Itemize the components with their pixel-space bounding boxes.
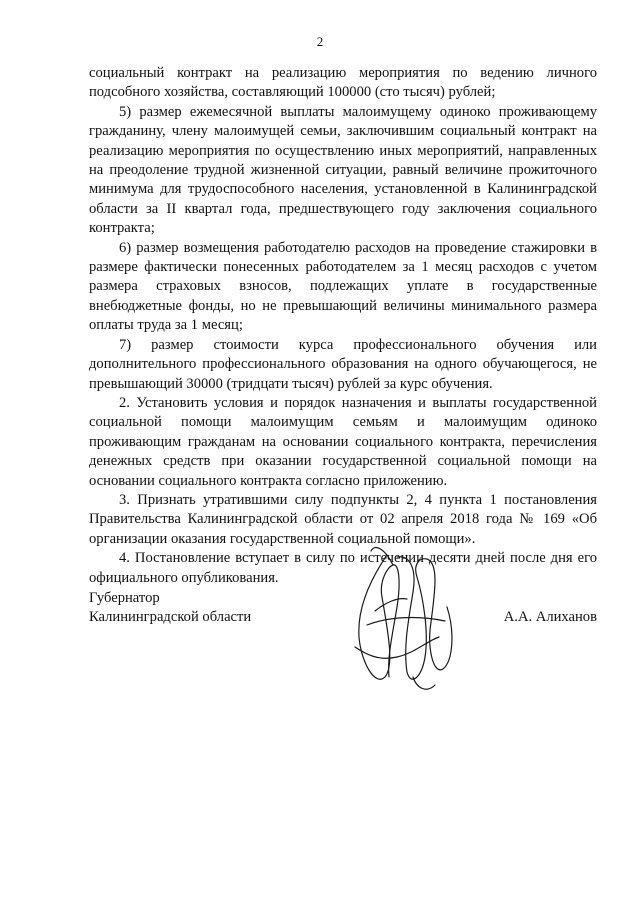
paragraph: 3. Признать утратившими силу подпункты 2, 4 пункта 1 постановления Правительства Калининградской области от 02 апреля 2018 года № 169 «Об организации оказания государственной социальной помощи».	[89, 491, 597, 547]
signer-position: Губернатор	[89, 590, 160, 606]
signer-title	[89, 589, 251, 628]
page-number: 2	[316, 34, 324, 49]
handwritten-signature-icon	[327, 537, 477, 697]
paragraph: 4. Постановление вступает в силу по истечении десяти дней после дня его официального опубликования.	[89, 550, 597, 586]
signature-block	[89, 589, 597, 709]
signer-name: А.А. Алиханов	[503, 609, 597, 625]
signer-region: Калининградской области	[89, 609, 252, 626]
paragraph: 6) размер возмещения работодателю расходов на проведение стажировки в размере фактически понесенных работодателем за 1 месяц расходов с учетом размера страховых взносов, подлежащих уплате в государственные внебюджетные фонды, но не превышающий величины минимального размера оплаты труда за 1 месяц;	[89, 239, 597, 334]
paragraph: социальный контракт на реализацию мероприятия по ведению личного подсобного хозяйства, составляющий 100000 (сто тысяч) рублей;	[89, 65, 597, 101]
paragraph: 7) размер стоимости курса профессионального обучения или дополнительного профессионального образования на одного обучающегося, не превышающий 30000 (тридцати тысяч) рублей за курс обучения.	[89, 336, 597, 392]
paragraph: 5) размер ежемесячной выплаты малоимущему одиноко проживающему гражданину, члену малоимущей семьи, заключившим социальный контракт на реализацию мероприятия по осуществлению иных мероприятий, направленных на преодоление трудной жизненной ситуации, равный величине прожиточного минимума для трудоспособного населения, установленной в Калининградской области за II квартал года, предшествующего году заключения социального контракта;	[89, 103, 597, 237]
paragraph: 2. Установить условия и порядок назначения и выплаты государственной социальной помощи малоимущим семьям и малоимущим одиноко проживающим гражданам на основании социального контракта, перечисления денежных средств при оказании государственной социальной помощи на основании социального контракта согласно приложению.	[89, 394, 597, 489]
document-body	[89, 64, 597, 588]
